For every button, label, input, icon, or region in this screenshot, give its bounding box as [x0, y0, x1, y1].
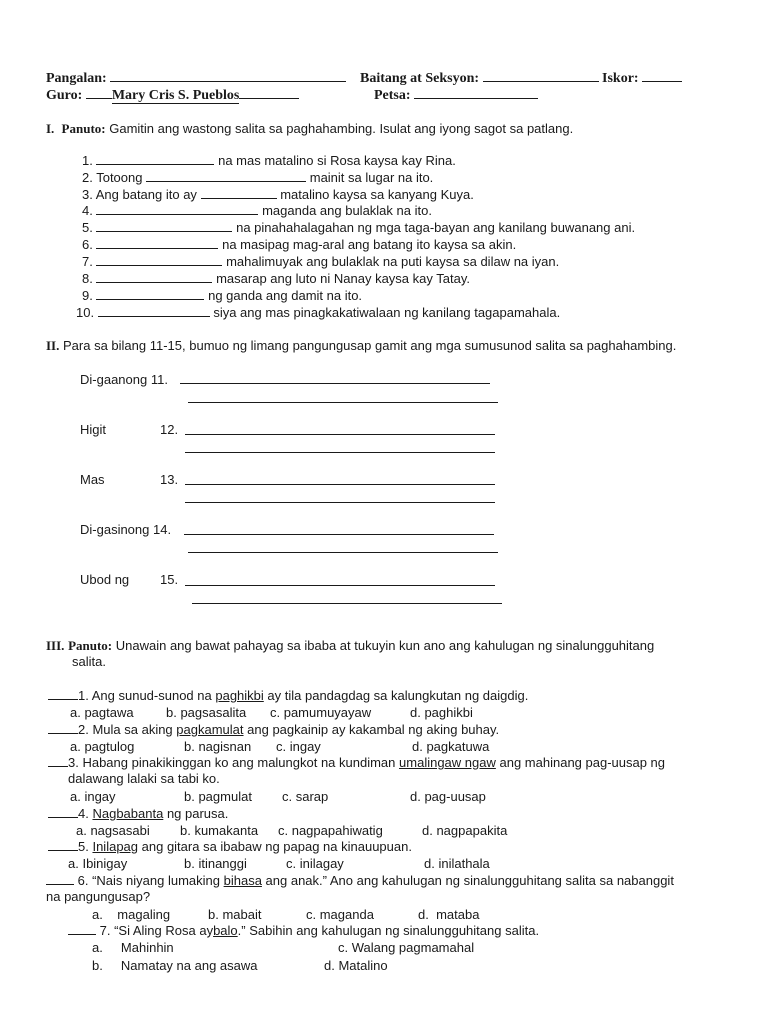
choice-c[interactable]: c. inilagay	[286, 856, 344, 871]
part1-item-3	[82, 187, 474, 202]
item-text: na masipag mag-aral ang batang ito kaysa sa akin.	[222, 237, 517, 252]
question-1	[48, 688, 528, 703]
question-text: 6. “Nais niyang lumaking	[77, 873, 220, 888]
part1-item-6	[82, 237, 516, 252]
item-number: 4.	[82, 203, 93, 218]
choice-c[interactable]: c. ingay	[276, 739, 321, 754]
comparison-word: Mas	[80, 472, 105, 487]
date-field[interactable]	[414, 87, 538, 99]
answer-blank[interactable]	[96, 237, 218, 249]
answer-line[interactable]	[185, 434, 495, 435]
question-text-cont: dalawang lalaki sa tabi ko.	[68, 771, 220, 786]
part1-item-7	[82, 254, 559, 269]
item-text: mainit sa lugar na ito.	[309, 170, 434, 185]
comparison-word: Di-gasinong	[80, 522, 150, 537]
underlined-word: umalingaw ngaw	[399, 755, 496, 770]
answer-blank[interactable]	[48, 722, 78, 734]
answer-blank[interactable]	[96, 288, 204, 300]
choice-letter: a.	[92, 907, 103, 922]
question-text: 3. Habang pinakikinggan ko ang malungkot na kundiman	[68, 755, 396, 770]
part3-title: Panuto:	[68, 638, 113, 653]
question-text: 1. Ang sunud-sunod na	[78, 688, 212, 703]
question-text: ang mahinang pag-uusap ng	[499, 755, 666, 770]
choice-text: Namatay na ang asawa	[120, 958, 258, 973]
item-number: 3. Ang batang ito ay	[82, 187, 197, 202]
item-text: ng ganda ang damit na ito.	[208, 288, 363, 303]
choice-d[interactable]: d. inilathala	[424, 856, 490, 871]
item-text: masarap ang luto ni Nanay kaysa kay Tatay.	[216, 271, 470, 286]
choice-letter: d.	[418, 907, 429, 922]
part1-instruction-text: Gamitin ang wastong salita sa paghahambing. Isulat ang iyong sagot sa patlang.	[109, 121, 574, 136]
underlined-word: balo	[213, 923, 238, 938]
grade-label: Baitang at Seksyon:	[360, 71, 480, 86]
choice-letter: b.	[92, 958, 103, 973]
choice-b[interactable]: b. nagisnan	[184, 739, 252, 754]
underlined-word: paghikbi	[215, 688, 264, 703]
item-text: maganda ang bulaklak na ito.	[262, 203, 432, 218]
answer-line[interactable]	[188, 552, 498, 553]
choice-c[interactable]: c. sarap	[282, 789, 329, 804]
comparison-word: Higit	[80, 422, 107, 437]
choice-d[interactable]: d. Matalino	[324, 958, 388, 973]
answer-line[interactable]	[185, 484, 495, 485]
choice-b[interactable]: b. mabait	[208, 907, 262, 922]
item-number: 6.	[82, 237, 93, 252]
answer-line[interactable]	[180, 383, 490, 384]
choice-d[interactable]: d. pagkatuwa	[412, 739, 490, 754]
choice-c[interactable]: c. pamumuyayaw	[270, 705, 372, 720]
choice-a[interactable]: a. pagtawa	[70, 705, 134, 720]
item-text: matalino kaysa sa kanyang Kuya.	[280, 187, 474, 202]
part1-title: Panuto:	[61, 121, 106, 136]
part1-item-8	[82, 271, 470, 286]
name-row	[46, 70, 346, 87]
part1-item-4	[82, 203, 432, 218]
underlined-word: Inilapag	[92, 839, 139, 854]
question-text-cont: na pangungusap?	[46, 889, 151, 904]
part1-number: I.	[46, 121, 55, 136]
question-text: .” Sabihin ang kahulugan ng sinalungguhitang salita.	[237, 923, 540, 938]
choice-d[interactable]	[418, 907, 479, 922]
choice-text: mataba	[436, 907, 480, 922]
choice-b[interactable]: b. kumakanta	[180, 823, 259, 838]
underlined-word: bihasa	[223, 873, 262, 888]
item-text: siya ang mas pinagkakatiwalaan ng kanilang tagapamahala.	[213, 305, 561, 320]
answer-blank[interactable]	[96, 203, 258, 215]
date-row	[374, 87, 538, 104]
part2-label-11	[80, 372, 168, 387]
answer-line[interactable]	[185, 452, 495, 453]
part1-instructions	[46, 121, 573, 137]
question-text: ng parusa.	[166, 806, 229, 821]
answer-blank[interactable]	[96, 153, 214, 165]
date-label: Petsa:	[374, 88, 411, 103]
part2-number-15: 15.	[160, 572, 179, 587]
choice-a[interactable]: a. Ibinigay	[68, 856, 128, 871]
comparison-word: Ubod ng	[80, 572, 130, 587]
answer-blank[interactable]	[201, 187, 277, 199]
answer-blank[interactable]	[96, 254, 222, 266]
question-4	[48, 806, 228, 821]
question-text: 5.	[78, 839, 89, 854]
choice-a[interactable]	[92, 940, 174, 955]
teacher-label: Guro:	[46, 88, 83, 103]
choice-a[interactable]: a. ingay	[70, 789, 116, 804]
item-number: 11.	[150, 372, 168, 387]
part3-instruction-cont: salita.	[72, 654, 106, 669]
choice-text: magaling	[117, 907, 171, 922]
question-3	[48, 755, 665, 770]
choice-c[interactable]: c. maganda	[306, 907, 374, 922]
answer-line[interactable]	[188, 402, 498, 403]
part3-number: III.	[46, 638, 65, 653]
answer-line[interactable]	[185, 585, 495, 586]
answer-line[interactable]	[185, 502, 495, 503]
answer-blank[interactable]	[46, 873, 74, 885]
choice-d[interactable]: d. paghikbi	[410, 705, 473, 720]
answer-blank[interactable]	[48, 806, 78, 818]
choice-b[interactable]	[92, 958, 258, 973]
answer-blank[interactable]	[96, 271, 212, 283]
answer-blank[interactable]	[146, 170, 306, 182]
item-number: 7.	[82, 254, 93, 269]
item-number: 10.	[76, 305, 95, 320]
question-2	[48, 722, 499, 737]
question-text: ang gitara sa ibabaw ng papag na kinauupuan.	[141, 839, 412, 854]
item-number: 1.	[82, 153, 93, 168]
score-label: Iskor:	[602, 71, 639, 86]
choice-c[interactable]: c. nagpapahiwatig	[278, 823, 383, 838]
choice-a[interactable]: a. pagtulog	[70, 739, 135, 754]
question-text: ang pagkainip ay kakambal ng aking buhay.	[247, 722, 500, 737]
part1-item-9	[82, 288, 362, 303]
answer-blank[interactable]	[48, 839, 78, 851]
question-5	[48, 839, 412, 854]
item-number: 14.	[153, 522, 172, 537]
grade-field[interactable]	[483, 70, 599, 82]
part3-instruction-text: Unawain ang bawat pahayag sa ibaba at tukuyin kun ano ang kahulugan ng sinalungguhitang	[115, 638, 655, 653]
part2-number-12: 12.	[160, 422, 179, 437]
part2-label-12	[80, 422, 106, 437]
choice-d[interactable]: d. nagpapakita	[422, 823, 508, 838]
item-number: 9.	[82, 288, 93, 303]
choice-b[interactable]: b. itinanggi	[184, 856, 247, 871]
question-7	[68, 923, 539, 938]
comparison-word: Di-gaanong	[80, 372, 148, 387]
part2-number: II.	[46, 338, 60, 353]
part2-label-14	[80, 522, 171, 537]
question-text: 7. “Si Aling Rosa ay	[99, 923, 214, 938]
answer-blank[interactable]	[98, 305, 210, 317]
name-label: Pangalan:	[46, 71, 107, 86]
name-field[interactable]	[110, 70, 346, 82]
teacher-row	[46, 87, 299, 104]
answer-blank[interactable]	[48, 755, 68, 767]
question-text: 2. Mula sa aking	[78, 722, 173, 737]
part2-instruction-text: Para sa bilang 11-15, bumuo ng limang pangungusap gamit ang mga sumusunod salita sa paghahambing.	[63, 338, 677, 353]
part1-item-2	[82, 170, 433, 185]
part2-number-13: 13.	[160, 472, 179, 487]
choice-c[interactable]: c. Walang pagmamahal	[338, 940, 475, 955]
choice-b[interactable]: b. pagsasalita	[166, 705, 247, 720]
underlined-word: pagkamulat	[176, 722, 244, 737]
teacher-name: Mary Cris S. Pueblos	[111, 88, 240, 103]
item-number: 8.	[82, 271, 93, 286]
question-text: ay tila pandagdag sa kalungkutan ng daigdig.	[267, 688, 529, 703]
part1-item-5	[82, 220, 635, 235]
item-number: 5.	[82, 220, 93, 235]
choice-a[interactable]	[92, 907, 170, 922]
item-text: mahalimuyak ang bulaklak na puti kaysa sa dilaw na iyan.	[226, 254, 560, 269]
part2-instructions	[46, 338, 676, 354]
answer-line[interactable]	[192, 603, 502, 604]
part1-item-10	[76, 305, 560, 320]
choice-letter: a.	[92, 940, 103, 955]
choice-d[interactable]: d. pag-uusap	[410, 789, 486, 804]
part2-label-13	[80, 472, 105, 487]
part1-item-1	[82, 153, 456, 168]
part2-label-15	[80, 572, 129, 587]
grade-row	[360, 70, 682, 87]
answer-line[interactable]	[184, 534, 494, 535]
item-text: na pinahahalagahan ng mga taga-bayan ang kanilang buwanang ani.	[236, 220, 636, 235]
choice-text: Mahinhin	[120, 940, 174, 955]
teacher-blank-right	[239, 87, 299, 99]
part3-instructions	[46, 638, 654, 654]
item-number: 2. Totoong	[82, 170, 143, 185]
answer-blank[interactable]	[48, 688, 78, 700]
teacher-blank-left	[86, 87, 112, 99]
answer-blank[interactable]	[96, 220, 232, 232]
choice-b[interactable]: b. pagmulat	[184, 789, 252, 804]
question-text: 4.	[78, 806, 89, 821]
score-field[interactable]	[642, 70, 682, 82]
question-text: ang anak.” Ano ang kahulugan ng sinalungguhitang salita sa nabanggit	[265, 873, 674, 888]
answer-blank[interactable]	[68, 923, 96, 935]
item-text: na mas matalino si Rosa kaysa kay Rina.	[218, 153, 456, 168]
underlined-word: Nagbabanta	[92, 806, 164, 821]
question-6	[46, 873, 674, 888]
choice-a[interactable]: a. nagsasabi	[76, 823, 150, 838]
